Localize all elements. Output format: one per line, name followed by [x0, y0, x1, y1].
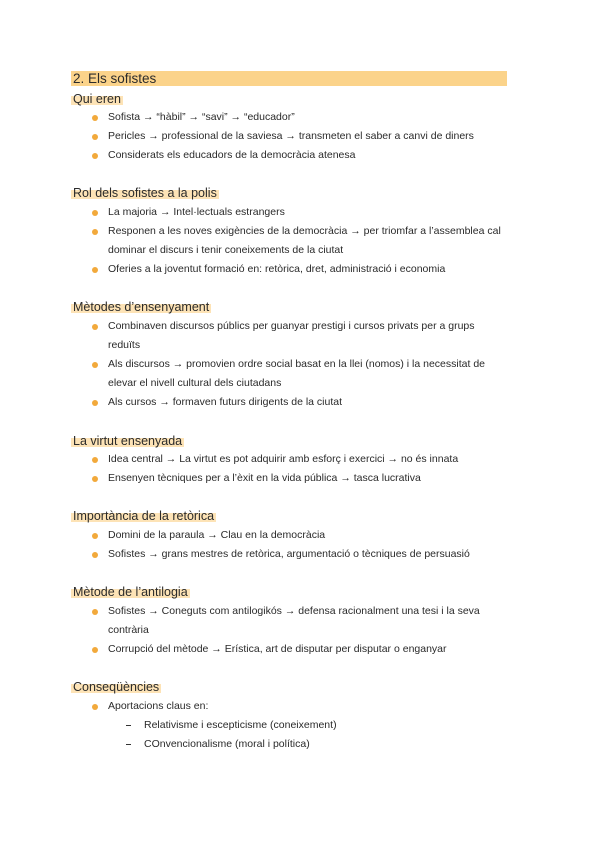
bullet-icon [92, 476, 98, 482]
list-item-line: elevar el nivell cultural dels ciutadans [108, 377, 282, 389]
list-item: Oferies a la joventut formació en: retòrica, dret, administració i economia [108, 263, 446, 275]
bullet-icon [92, 704, 98, 710]
list-item-line: Als discursos → promovien ordre social basat en la llei (nomos) i la necessitat de [108, 358, 486, 370]
section-heading-metodes-ensenyament: Mètodes d’ensenyament [73, 300, 210, 314]
bullet-icon [92, 210, 98, 216]
section-heading-consequencies: Conseqüències [73, 680, 160, 694]
list-item: Corrupció del mètode → Erística, art de disputar per disputar o enganyar [108, 643, 447, 655]
bullet-icon [92, 609, 98, 615]
section-heading-virtut: La virtut ensenyada [73, 434, 183, 448]
list-item: Sofista → “hàbil” → “savi” → “educador” [108, 111, 295, 123]
bullet-icon [92, 400, 98, 406]
bullet-icon [92, 115, 98, 121]
list-item-line: dominar el discurs i tenir coneixements de la ciutat [108, 244, 344, 256]
list-item: Domini de la paraula → Clau en la democràcia [108, 529, 326, 541]
section-heading-rol-sofistes: Rol dels sofistes a la polis [73, 186, 217, 200]
list-item: Considerats els educadors de la democràcia atenesa [108, 149, 356, 161]
list-item-line: Sofistes → Coneguts com antilogikós → defensa racionalment una tesi i la seva [108, 605, 480, 617]
bullet-icon [92, 647, 98, 653]
bullet-icon [92, 153, 98, 159]
bullet-icon [92, 267, 98, 273]
list-item: Pericles → professional de la saviesa → transmeten el saber a canvi de diners [108, 130, 474, 142]
dash-icon [126, 744, 131, 745]
bullet-icon [92, 324, 98, 330]
bullet-icon [92, 134, 98, 140]
list-item-line: contrària [108, 624, 149, 636]
section-heading-qui-eren: Qui eren [73, 92, 121, 106]
list-item: La majoria → Intel·lectuals estrangers [108, 206, 285, 218]
list-item: Idea central → La virtut es pot adquirir amb esforç i exercici → no és innata [108, 453, 459, 465]
list-item: Als cursos → formaven futurs dirigents de la ciutat [108, 396, 343, 408]
dash-icon [126, 725, 131, 726]
bullet-icon [92, 457, 98, 463]
sub-list-item: COnvencionalisme (moral i política) [144, 738, 310, 750]
bullet-icon [92, 552, 98, 558]
list-item: Sofistes → grans mestres de retòrica, argumentació o tècniques de persuasió [108, 548, 470, 560]
section-heading-antilogia: Mètode de l’antilogia [73, 585, 188, 599]
list-item-line: Responen a les noves exigències de la democràcia → per triomfar a l’assemblea cal [108, 225, 501, 237]
bullet-icon [92, 533, 98, 539]
list-item-line: Combinaven discursos públics per guanyar prestigi i cursos privats per a grups [108, 320, 475, 332]
list-item: Ensenyen tècniques per a l’èxit en la vida pública → tasca lucrativa [108, 472, 421, 484]
sub-list-item: Relativisme i escepticisme (coneixement) [144, 719, 337, 731]
list-item: Aportacions claus en: [108, 700, 209, 712]
section-heading-retorica: Importància de la retòrica [73, 509, 215, 523]
page-title [71, 71, 507, 86]
list-item-line: reduïts [108, 339, 141, 351]
page-title-text: 2. Els sofistes [73, 71, 157, 86]
bullet-icon [92, 362, 98, 368]
bullet-icon [92, 229, 98, 235]
